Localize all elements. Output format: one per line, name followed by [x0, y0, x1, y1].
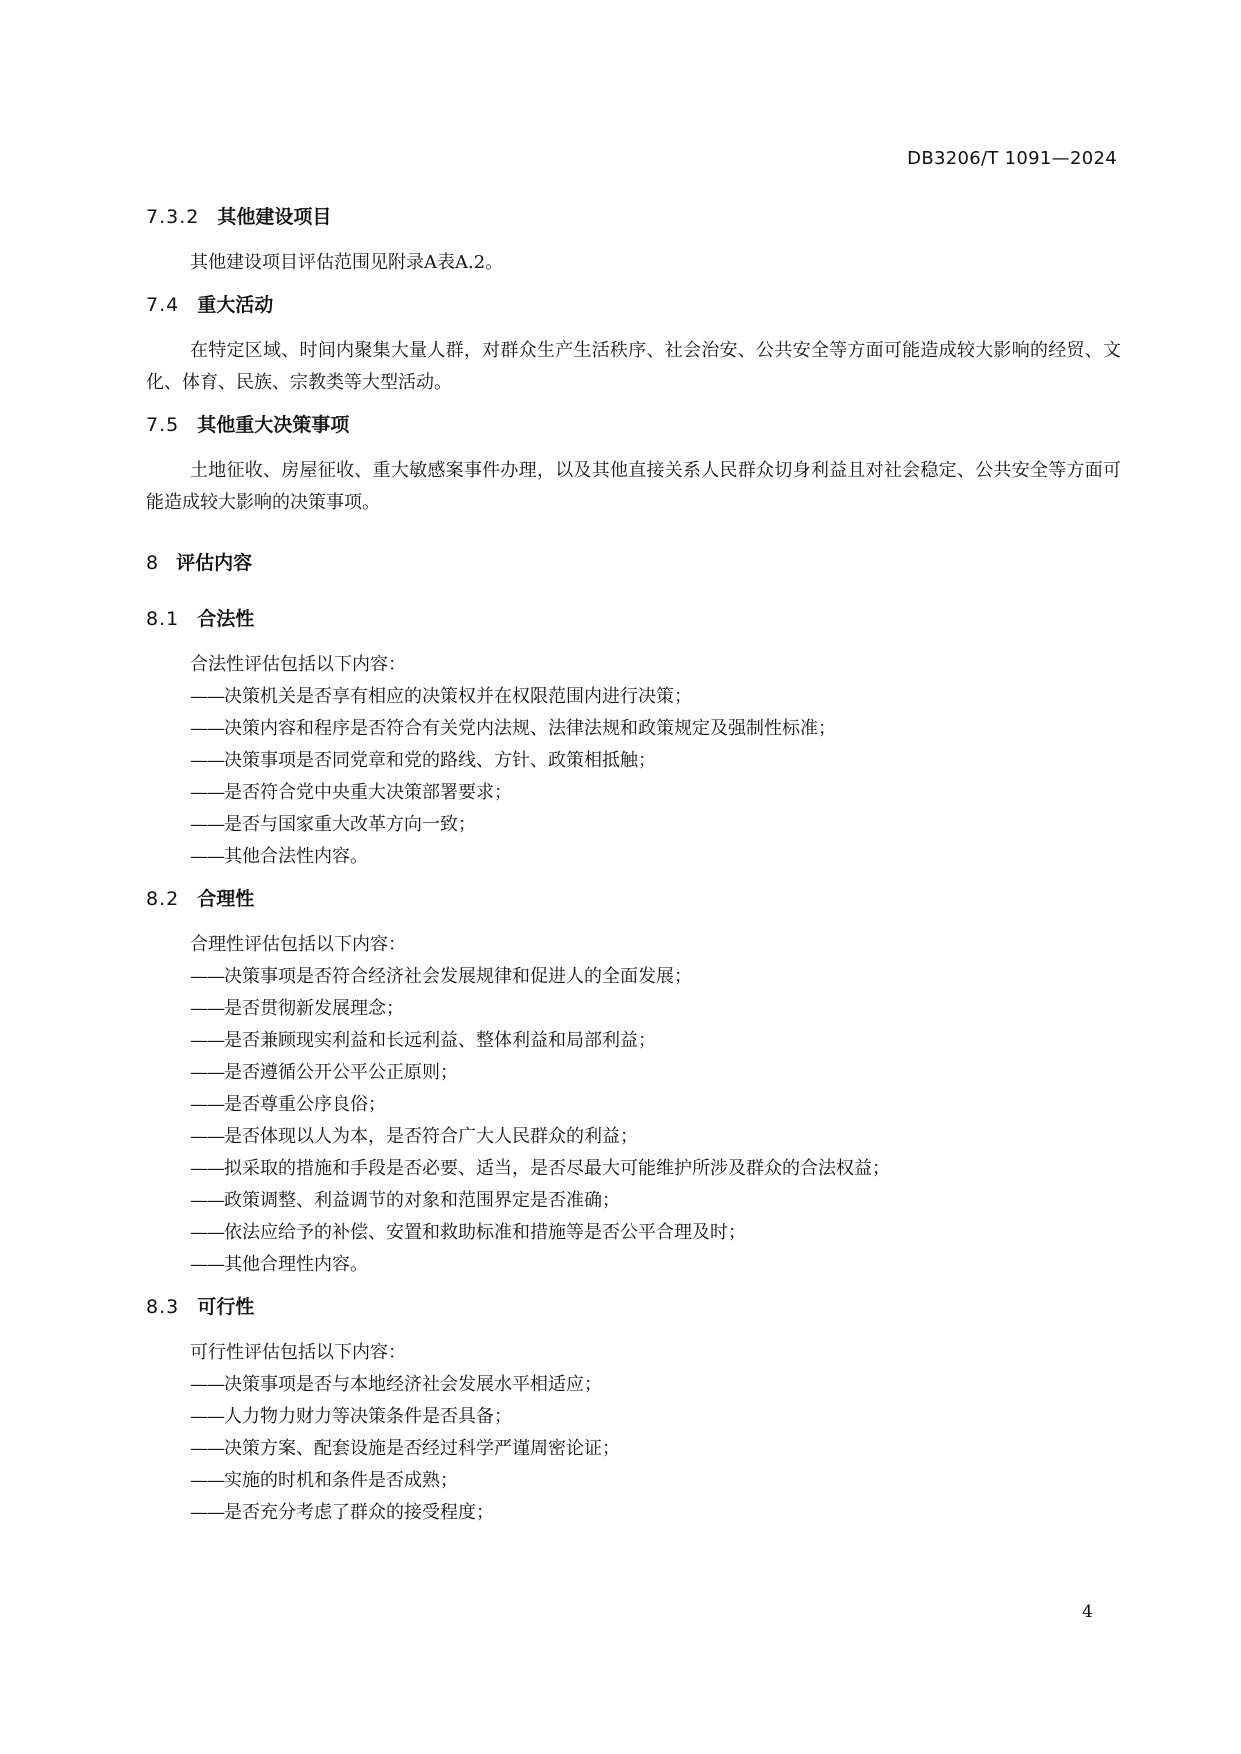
dash-marker: —— [190, 1470, 224, 1491]
section-heading-8-1 [146, 605, 1121, 633]
list-item: ——是否充分考虑了群众的接受程度； [190, 1502, 494, 1523]
page-content [146, 203, 1121, 1541]
list-item: ——决策机关是否享有相应的决策权并在权限范围内进行决策； [190, 686, 692, 707]
list-item: ——决策内容和程序是否符合有关党内法规、法律法规和政策规定及强制性标准； [190, 718, 836, 739]
dash-marker: —— [190, 1094, 224, 1115]
list-item: ——人力物力财力等决策条件是否具备； [190, 1406, 512, 1427]
document-code: DB3206/T 1091—2024 [907, 148, 1117, 169]
dash-marker: —— [190, 1126, 224, 1147]
dash-marker: —— [190, 1062, 224, 1083]
section-heading-7-4 [146, 291, 1121, 319]
section-heading-7-5 [146, 411, 1121, 439]
list-item: ——决策事项是否同党章和党的路线、方针、政策相抵触； [190, 750, 656, 771]
criteria-list-rationality [146, 929, 1121, 1281]
section-number: 8 [146, 552, 159, 574]
dash-marker: —— [190, 998, 224, 1019]
section-paragraph: 其他建设项目评估范围见附录A表A.2。 [190, 252, 504, 273]
list-item: ——是否贯彻新发展理念； [190, 998, 404, 1019]
section-title: 评估内容 [176, 552, 253, 574]
page-number: 4 [1082, 1602, 1093, 1622]
section-number: 8.2 [146, 888, 180, 910]
dash-marker: —— [190, 1158, 224, 1179]
list-intro: 可行性评估包括以下内容： [190, 1342, 406, 1363]
dash-marker: —— [190, 1254, 224, 1275]
dash-marker: —— [190, 718, 224, 739]
list-item: ——是否体现以人为本，是否符合广大人民群众的利益； [190, 1126, 638, 1147]
list-intro: 合理性评估包括以下内容： [190, 934, 406, 955]
section-number: 7.3.2 [146, 206, 200, 228]
list-item: ——拟采取的措施和手段是否必要、适当，是否尽最大可能维护所涉及群众的合法权益； [190, 1158, 890, 1179]
section-heading-8-3 [146, 1293, 1121, 1321]
section-heading-8-2 [146, 885, 1121, 913]
dash-marker: —— [190, 1190, 224, 1211]
section-title: 重大活动 [197, 294, 274, 316]
section-heading-7-3-2 [146, 203, 1121, 231]
dash-marker: —— [190, 1374, 224, 1395]
section-number: 7.5 [146, 414, 180, 436]
dash-marker: —— [190, 1502, 224, 1523]
list-item: ——决策事项是否符合经济社会发展规律和促进人的全面发展； [190, 966, 692, 987]
list-intro: 合法性评估包括以下内容： [190, 654, 406, 675]
dash-marker: —— [190, 1438, 224, 1459]
dash-marker: —— [190, 814, 224, 835]
dash-marker: —— [190, 686, 224, 707]
section-paragraph: 在特定区域、时间内聚集大量人群，对群众生产生活秩序、社会治安、公共安全等方面可能造成较大影响的经贸、文化、体育、民族、宗教类等大型活动。 [146, 340, 1121, 393]
dash-marker: —— [190, 782, 224, 803]
list-item: ——决策方案、配套设施是否经过科学严谨周密论证； [190, 1438, 620, 1459]
list-item: ——是否遵循公开公平公正原则； [190, 1062, 458, 1083]
section-title: 其他建设项目 [217, 206, 332, 228]
list-item: ——是否尊重公序良俗； [190, 1094, 386, 1115]
list-item: ——是否符合党中央重大决策部署要求； [190, 782, 512, 803]
dash-marker: —— [190, 846, 224, 867]
section-number: 8.3 [146, 1296, 180, 1318]
criteria-list-feasibility [146, 1337, 1121, 1529]
section-number: 7.4 [146, 294, 180, 316]
section-title: 合法性 [197, 608, 255, 630]
dash-marker: —— [190, 1030, 224, 1051]
criteria-list-legality [146, 649, 1121, 873]
section-paragraph: 土地征收、房屋征收、重大敏感案事件办理，以及其他直接关系人民群众切身利益且对社会稳定、公共安全等方面可能造成较大影响的决策事项。 [146, 460, 1121, 513]
list-item: ——依法应给予的补偿、安置和救助标准和措施等是否公平合理及时； [190, 1222, 746, 1243]
list-item: ——政策调整、利益调节的对象和范围界定是否准确； [190, 1190, 620, 1211]
dash-marker: —— [190, 1406, 224, 1427]
dash-marker: —— [190, 750, 224, 771]
list-item: ——实施的时机和条件是否成熟； [190, 1470, 458, 1491]
list-item: ——其他合理性内容。 [190, 1254, 368, 1275]
dash-marker: —— [190, 1222, 224, 1243]
section-title: 其他重大决策事项 [197, 414, 350, 436]
list-item: ——是否兼顾现实利益和长远利益、整体利益和局部利益； [190, 1030, 656, 1051]
list-item: ——决策事项是否与本地经济社会发展水平相适应； [190, 1374, 602, 1395]
section-title: 合理性 [197, 888, 255, 910]
list-item: ——是否与国家重大改革方向一致； [190, 814, 476, 835]
section-heading-8 [146, 549, 1121, 577]
list-item: ——其他合法性内容。 [190, 846, 368, 867]
section-title: 可行性 [197, 1296, 255, 1318]
dash-marker: —— [190, 966, 224, 987]
section-number: 8.1 [146, 608, 180, 630]
